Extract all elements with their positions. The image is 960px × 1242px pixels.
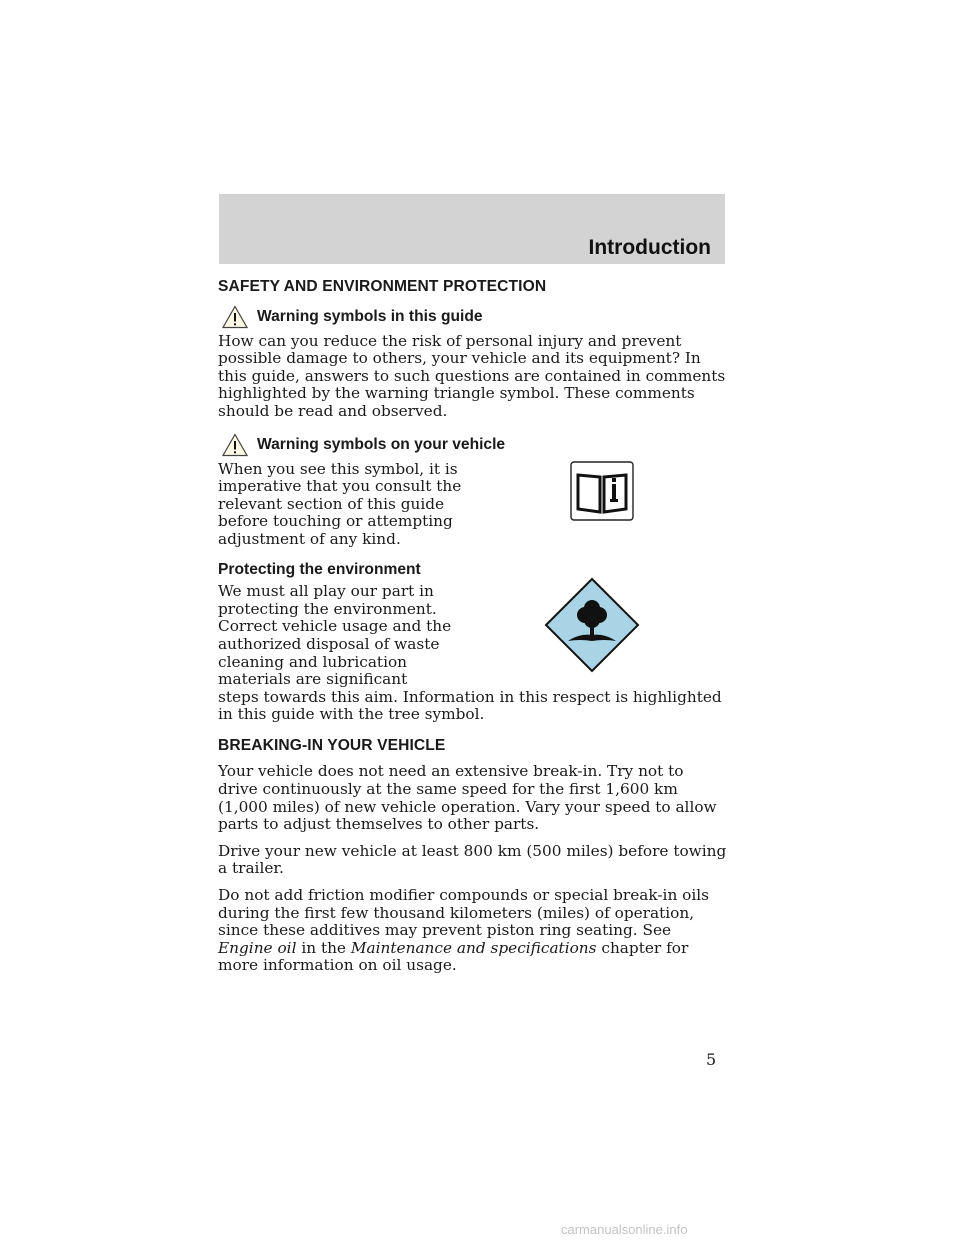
header-band (219, 194, 725, 264)
guide-warning-text: How can you reduce the risk of personal injury and prevent possible damage to others, your vehicle and its equipment? In this guide, answers to such questions are contained in comments highlighted by the warning triangle symbol. These comments should be read and observed. (218, 331, 726, 420)
warning-triangle-icon (222, 433, 248, 457)
vehicle-warning-heading-row (218, 433, 728, 457)
section-heading-breaking-in: BREAKING-IN YOUR VEHICLE (218, 736, 446, 754)
vehicle-warning-text: When you see this symbol, it is imperative that you consult the relevant section of this guide before touching or attempting adjustment of any kind. (218, 459, 462, 548)
vehicle-warning-block (218, 461, 728, 549)
vehicle-warning-title: Warning symbols on your vehicle (257, 435, 506, 453)
page-content (218, 278, 728, 984)
chapter-title: Introduction (588, 236, 711, 259)
page-number: 5 (706, 1050, 717, 1069)
engine-oil-reference: Engine oil (218, 938, 297, 957)
p3-text-b: in the (296, 938, 351, 957)
environment-block (218, 583, 728, 689)
environment-text-narrow: We must all play our part in protecting the environment. Correct vehicle usage and the authorized disposal of waste cleaning and lubrication materials are significant (218, 582, 452, 689)
guide-warning-title: Warning symbols in this guide (257, 307, 483, 325)
break-in-paragraph-2: Drive your new vehicle at least 800 km (500 miles) before towing a trailer. (218, 841, 727, 878)
watermark[interactable]: carmanualsonline.info (561, 1222, 688, 1237)
environment-text-wide: steps towards this aim. Information in this respect is highlighted in this guide with the tree symbol. (218, 687, 722, 724)
section-heading-safety: SAFETY AND ENVIRONMENT PROTECTION (218, 278, 547, 295)
warning-triangle-icon (222, 305, 248, 329)
p3-text-a: Do not add friction modifier compounds or special break-in oils during the first few thousand kilometers (miles) of operation, since these additives may prevent piston ring seating. See (218, 886, 710, 940)
break-in-paragraph-3 (218, 887, 728, 975)
tree-environment-icon (544, 577, 640, 673)
guide-warning-heading-row (218, 305, 728, 329)
break-in-paragraph-1: Your vehicle does not need an extensive break-in. Try not to drive continuously at the same speed for the first 1,600 km (1,000 miles) of new vehicle operation. Vary your speed to allow parts to adjust themselves to other parts. (218, 762, 717, 834)
owner-manual-book-icon (570, 461, 634, 521)
maintenance-chapter-reference: Maintenance and specifications (350, 938, 597, 957)
environment-title: Protecting the environment (218, 560, 421, 578)
p3-text-c: chapter for more information on oil usage. (218, 938, 689, 975)
